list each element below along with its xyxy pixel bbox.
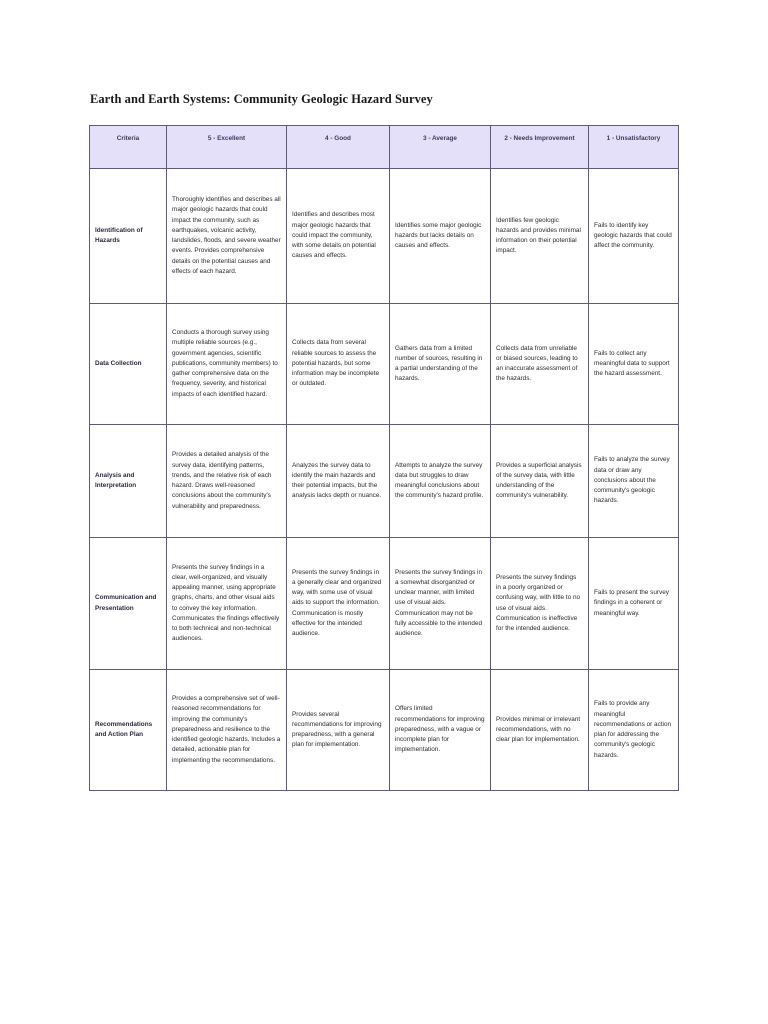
criteria-label: Communication and Presentation	[90, 538, 167, 670]
rubric-table	[89, 125, 679, 791]
rating-cell: Attempts to analyze the survey data but struggles to draw meaningful conclusions about the community's hazard profile.	[390, 425, 491, 538]
rating-cell: Provides a comprehensive set of well-reasoned recommendations for improving the community's preparedness and resilience to the identified geologic hazards. Includes a detailed, actionable plan for implementing the recommendations.	[167, 670, 287, 791]
rating-cell: Fails to identify key geologic hazards that could affect the community.	[589, 169, 679, 304]
header-good: 4 - Good	[287, 126, 390, 169]
rating-cell: Presents the survey findings in a poorly organized or confusing way, with little to no use of visual aids. Communication is ineffective for the intended audience.	[491, 538, 589, 670]
rating-cell: Presents the survey findings in a clear, well-organized, and visually appealing manner, using appropriate graphs, charts, and other visual aids to convey the key information. Communicates the findings effectively to both technical and non-technical audiences.	[167, 538, 287, 670]
table-row	[90, 425, 679, 538]
rubric-header-row	[90, 126, 679, 169]
rating-cell: Collects data from unreliable or biased sources, leading to an inaccurate assessment of the hazards.	[491, 304, 589, 425]
criteria-label: Data Collection	[90, 304, 167, 425]
table-row	[90, 169, 679, 304]
rating-cell: Offers limited recommendations for improving preparedness, with a vague or incomplete plan for implementation.	[390, 670, 491, 791]
rating-cell: Conducts a thorough survey using multiple reliable sources (e.g., government agencies, scientific publications, community members) to gather comprehensive data on the frequency, severity, and historical impacts of each identified hazard.	[167, 304, 287, 425]
rating-cell: Provides a detailed analysis of the survey data, identifying patterns, trends, and the relative risk of each hazard. Draws well-reasoned conclusions about the community's vulnerability and preparedness.	[167, 425, 287, 538]
rating-cell: Fails to analyze the survey data or draw any conclusions about the community's geologic hazards.	[589, 425, 679, 538]
header-excellent: 5 - Excellent	[167, 126, 287, 169]
rating-cell: Provides a superficial analysis of the survey data, with little understanding of the community's vulnerability.	[491, 425, 589, 538]
table-row	[90, 538, 679, 670]
rating-cell: Analyzes the survey data to identify the main hazards and their potential impacts, but the analysis lacks depth or nuance.	[287, 425, 390, 538]
header-unsatisfactory: 1 - Unsatisfactory	[589, 126, 679, 169]
rating-cell: Thoroughly identifies and describes all major geologic hazards that could impact the community, such as earthquakes, volcanic activity, landslides, floods, and severe weather events. Provides comprehensive details on the potential causes and effects of each hazard.	[167, 169, 287, 304]
rating-cell: Identifies some major geologic hazards but lacks details on causes and effects.	[390, 169, 491, 304]
rating-cell: Fails to provide any meaningful recommendations or action plan for addressing the community's geologic hazards.	[589, 670, 679, 791]
header-average: 3 - Average	[390, 126, 491, 169]
rating-cell: Identifies and describes most major geologic hazards that could impact the community, with some details on potential causes and effects.	[287, 169, 390, 304]
document-title: Earth and Earth Systems: Community Geologic Hazard Survey	[90, 92, 433, 106]
rating-cell: Provides minimal or irrelevant recommendations, with no clear plan for implementation.	[491, 670, 589, 791]
criteria-label: Recommendations and Action Plan	[90, 670, 167, 791]
rating-cell: Provides several recommendations for improving preparedness, with a general plan for implementation.	[287, 670, 390, 791]
rating-cell: Collects data from several reliable sources to assess the potential hazards, but some information may be incomplete or outdated.	[287, 304, 390, 425]
rating-cell: Presents the survey findings in a somewhat disorganized or unclear manner, with limited use of visual aids. Communication may not be fully accessible to the intended audience.	[390, 538, 491, 670]
rating-cell: Fails to collect any meaningful data to support the hazard assessment.	[589, 304, 679, 425]
table-row	[90, 304, 679, 425]
criteria-label: Analysis and Interpretation	[90, 425, 167, 538]
header-criteria: Criteria	[90, 126, 167, 169]
rating-cell: Identifies few geologic hazards and provides minimal information on their potential impact.	[491, 169, 589, 304]
rating-cell: Fails to present the survey findings in a coherent or meaningful way.	[589, 538, 679, 670]
rating-cell: Presents the survey findings in a generally clear and organized way, with some use of visual aids to support the information. Communication is mostly effective for the intended audience.	[287, 538, 390, 670]
table-row	[90, 670, 679, 791]
rating-cell: Gathers data from a limited number of sources, resulting in a partial understanding of the hazards.	[390, 304, 491, 425]
header-needs-improvement: 2 - Needs Improvement	[491, 126, 589, 169]
criteria-label: Identification of Hazards	[90, 169, 167, 304]
